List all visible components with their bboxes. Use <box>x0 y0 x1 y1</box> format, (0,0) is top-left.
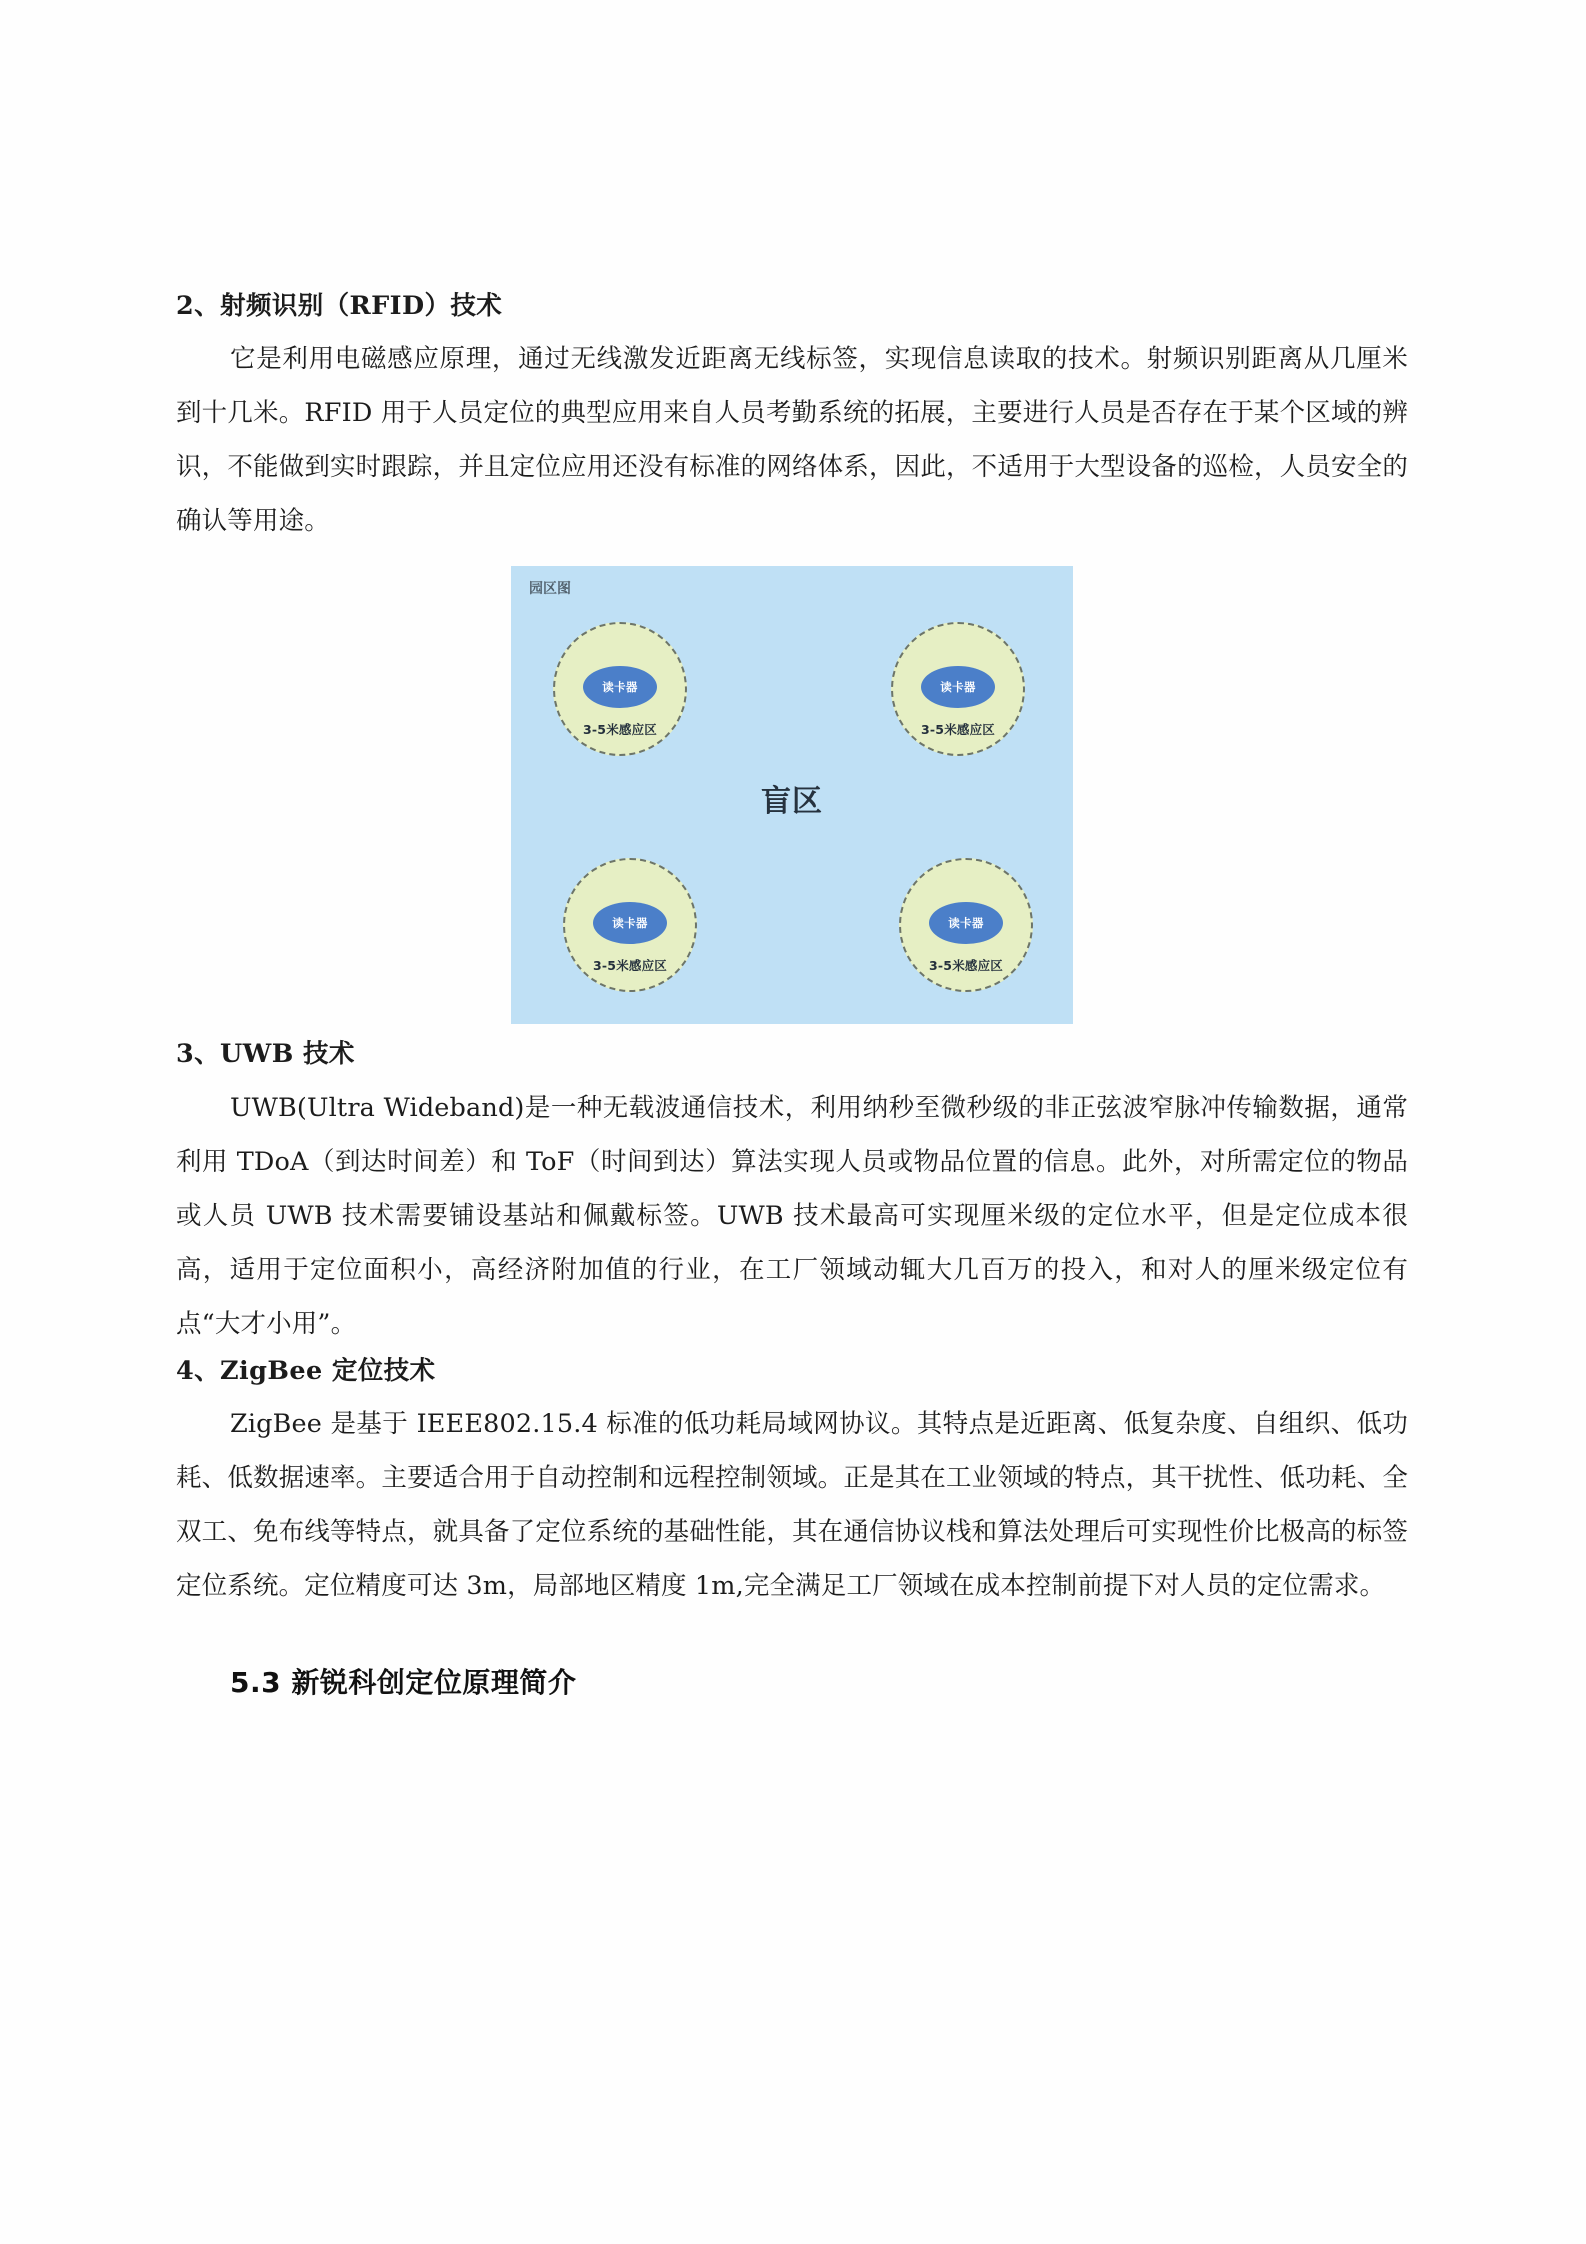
reader-label: 读卡器 <box>602 680 638 695</box>
section-heading-5-3: 5.3 新锐科创定位原理简介 <box>230 1666 577 1700</box>
paragraph-uwb: UWB(Ultra Wideband)是一种无载波通信技术，利用纳秒至微秒级的非正弦波窄脉冲传输数据，通常利用 TDoA（到达时间差）和 ToF（时间到达）算法实现人员或物品位置的信息。此外，对所需定位的物品或人员 UWB 技术需要铺设基站和佩戴标签。UWB 技术最高可实现厘米级的定位水平，但是定位成本很高，适用于定位面积小，高经济附加值的行业，在工厂领域动辄大几百万的投入，和对人的厘米级定位有点“大才小用”。 <box>176 1092 1408 1339</box>
reader-device-top-left <box>583 666 657 708</box>
reader-device-bottom-left <box>593 902 667 944</box>
blind-zone-label: 盲区 <box>761 784 823 820</box>
heading-rfid: 2、射频识别（RFID）技术 <box>176 291 503 321</box>
coverage-zone-top-left <box>553 622 687 756</box>
reader-label: 读卡器 <box>940 680 976 695</box>
heading-uwb: 3、UWB 技术 <box>176 1039 355 1070</box>
reader-label: 读卡器 <box>948 916 984 931</box>
coverage-zone-top-right <box>891 622 1025 756</box>
reader-device-bottom-right <box>929 902 1003 944</box>
reader-device-top-right <box>921 666 995 708</box>
coverage-range-label: 3-5米感应区 <box>929 958 1003 974</box>
paragraph-zigbee: ZigBee 是基于 IEEE802.15.4 标准的低功耗局域网协议。其特点是近距离、低复杂度、自组织、低功耗、低数据速率。主要适合用于自动控制和远程控制领域。正是其在工业领域的特点，其干扰性、低功耗、全双工、免布线等特点，就具备了定位系统的基础性能，其在通信协议栈和算法处理后可实现性价比极高的标签定位系统。定位精度可达 3m，局部地区精度 1m,完全满足工厂领域在成本控制前提下对人员的定位需求。 <box>176 1409 1408 1602</box>
figure-rfid-coverage-wrap <box>176 566 1408 1024</box>
coverage-range-label: 3-5米感应区 <box>593 958 667 974</box>
paragraph-rfid: 它是利用电磁感应原理，通过无线激发近距离无线标签，实现信息读取的技术。射频识别距离从几厘米到十几米。RFID 用于人员定位的典型应用来自人员考勤系统的拓展，主要进行人员是否存在于某个区域的辨识，不能做到实时跟踪，并且定位应用还没有标准的网络体系，因此，不适用于大型设备的巡检，人员安全的确认等用途。 <box>176 344 1408 537</box>
figure-rfid-coverage <box>511 566 1073 1024</box>
coverage-zone-bottom-left <box>563 858 697 992</box>
page-content <box>176 286 1408 1701</box>
figure-corner-label: 园区图 <box>529 581 571 598</box>
reader-label: 读卡器 <box>612 916 648 931</box>
coverage-zone-bottom-right <box>899 858 1033 992</box>
coverage-range-label: 3-5米感应区 <box>583 722 657 738</box>
coverage-range-label: 3-5米感应区 <box>921 722 995 738</box>
heading-zigbee: 4、ZigBee 定位技术 <box>176 1355 436 1386</box>
